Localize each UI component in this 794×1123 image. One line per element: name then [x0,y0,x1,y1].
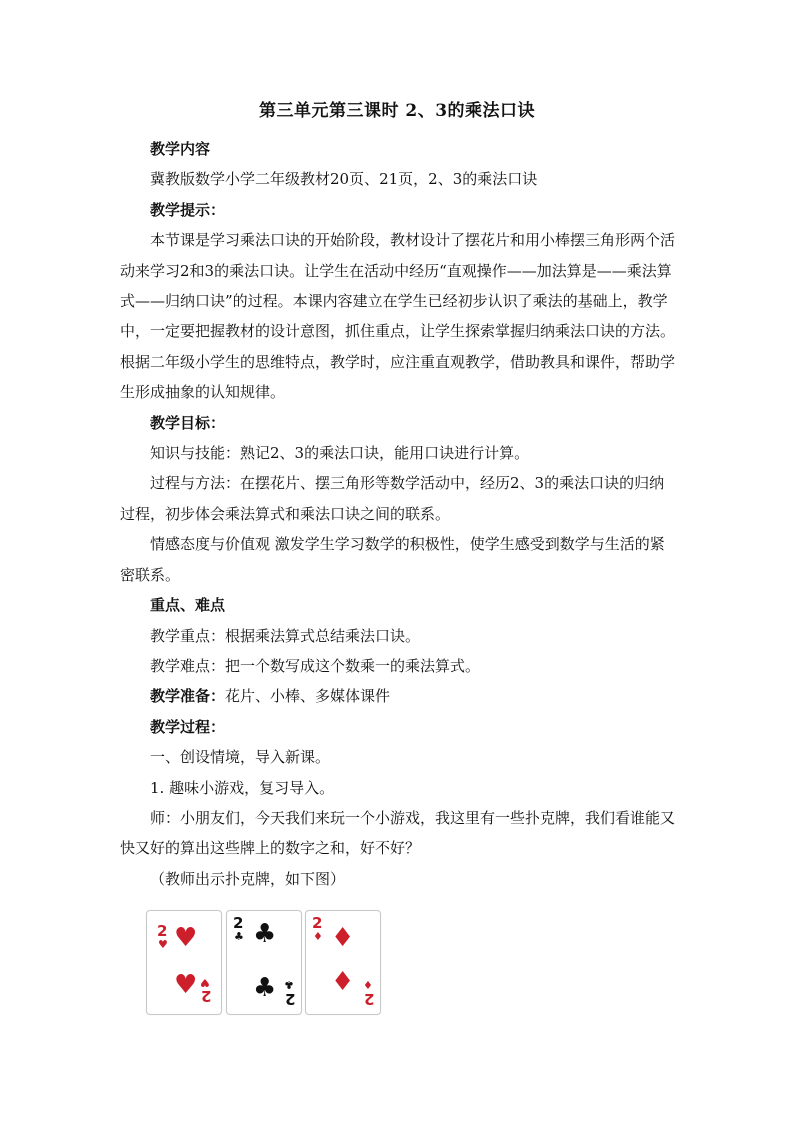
playing-card-two-diamonds [305,910,381,1015]
heading-objectives: 教学目标： [150,413,226,432]
teacher-speech: 师：小朋友们，今天我们来玩一个小游戏，我这里有一些扑克牌，我们看谁能又快又好的算出这些牌上的数字之和，好不好？ [120,808,676,858]
heart-icon: ♥ [174,970,198,1000]
paragraph-knowledge: 知识与技能：熟记2、3的乘法口诀，能用口诀进行计算。 [150,444,530,463]
paragraph-process: 过程与方法：在摆花片、摆三角形等数学活动中，经历2、3的乘法口诀的归纳过程，初步体会乘法算式和乘法口诀之间的联系。 [120,474,665,523]
card-rank: 2 [363,990,374,1008]
heading-content: 教学内容 [150,140,211,158]
card-rank: 2 [200,987,211,1005]
club-icon: ♣ [253,919,277,949]
playing-cards-figure [146,910,386,1014]
paragraph-difficulty: 教学难点：把一个数写成这个数乘一的乘法算式。 [150,656,481,675]
heading-hints: 教学提示： [150,200,226,219]
paragraph-preparation [120,681,675,711]
heading-process: 教学过程： [150,717,226,736]
document-title: 第三单元第三课时 2、3的乘法口诀 [258,101,536,121]
preparation-label: 教学准备： [150,687,226,706]
diamond-icon: ♦ [363,978,373,991]
club-icon: ♣ [284,978,294,991]
heart-icon: ♥ [158,938,168,951]
diamond-icon: ♦ [331,967,355,997]
paragraph-attitude: 情感态度与价值观 激发学生学习数学的积极性，使学生感受到数学与生活的紧密联系。 [120,535,665,584]
playing-card-two-hearts [146,910,222,1015]
playing-card-two-clubs [226,910,302,1015]
card-rank: 2 [284,990,295,1008]
preparation-items: 花片、小棒、多媒体课件 [225,687,391,706]
card-rank: 2 [312,914,323,932]
section-one: 一、创设情境，导入新课。 [150,748,331,767]
paragraph-key-point: 教学重点：根据乘法算式总结乘法口诀。 [150,626,421,645]
card-rank: 2 [157,922,168,940]
diamond-icon: ♦ [313,930,323,943]
document-body [120,134,675,894]
diamond-icon: ♦ [331,923,355,953]
heading-key-points: 重点、难点 [150,596,226,615]
club-icon: ♣ [253,973,277,1003]
heart-icon: ♥ [200,976,210,989]
step-one: 1. 趣味小游戏，复习导入。 [150,778,335,797]
card-rank: 2 [233,914,244,932]
card-caption: （教师出示扑克牌，如下图） [150,869,346,888]
paragraph-hints: 本节课是学习乘法口诀的开始阶段，教材设计了摆花片和用小棒摆三角形两个活动来学习2和3的乘法口诀。让学生在活动中经历“直观操作——加法算是——乘法算式——归纳口诀”的过程。本课内容建立在学生已经初步认识了乘法的基础上，教学中，一定要把握教材的设计意图，抓住重点，让学生探索掌握归纳乘法口诀的方法。根据二年级小学生的思维特点，教学时，应注重直观教学，借助教具和课件，帮助学生形成抽象的认知规律。 [120,231,676,402]
heart-icon: ♥ [174,923,198,953]
paragraph-textbook: 冀教版数学小学二年级教材20页、21页，2、3的乘法口诀 [150,170,538,189]
club-icon: ♣ [234,930,244,943]
